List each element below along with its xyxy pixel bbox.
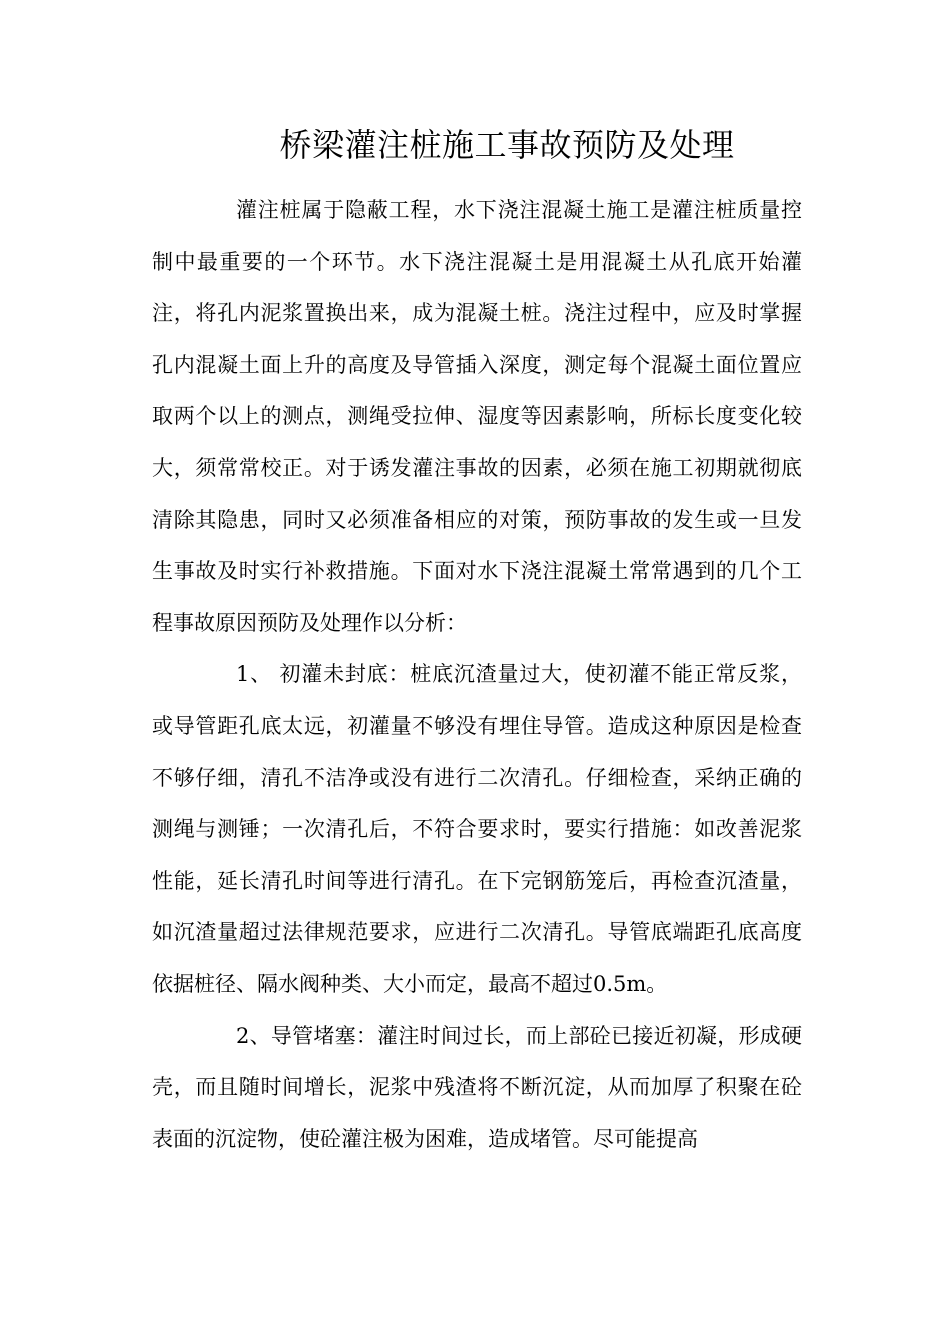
- document-title: 桥梁灌注桩施工事故预防及处理: [279, 126, 735, 164]
- paragraph-intro: 灌注桩属于隐蔽工程，水下浇注混凝土施工是灌注桩质量控制中最重要的一个环节。水下浇注混凝土是用混凝土从孔底开始灌注，将孔内泥浆置换出来，成为混凝土桩。浇注过程中，应及时掌握孔内混凝土面上升的高度及导管插入深度，测定每个混凝土面位置应取两个以上的测点，测绳受拉伸、湿度等因素影响，所标长度变化较大，须常常校正。对于诱发灌注事故的因素，必须在施工初期就彻底清除其隐患，同时又必须准备相应的对策，预防事故的发生或一旦发生事故及时实行补救措施。下面对水下浇注混凝土常常遇到的几个工程事故原因预防及处理作以分析：: [152, 198, 802, 635]
- paragraph-item-2: 2、导管堵塞：灌注时间过长，而上部砼已接近初凝，形成硬壳，而且随时间增长，泥浆中残渣将不断沉淀，从而加厚了积聚在砼表面的沉淀物，使砼灌注极为困难，造成堵管。尽可能提高: [152, 1023, 802, 1151]
- paragraph-item-1: 1、 初灌未封底：桩底沉渣量过大，使初灌不能正常反浆，或导管距孔底太远，初灌量不够没有埋住导管。造成这种原因是检查不够仔细，清孔不洁净或没有进行二次清孔。仔细检查，采纳正确的测绳与测锤；一次清孔后，不符合要求时，要实行措施：如改善泥浆性能，延长清孔时间等进行清孔。在下完钢筋笼后，再检查沉渣量，如沉渣量超过法律规范要求，应进行二次清孔。导管底端距孔底高度依据桩径、隔水阀种类、大小而定，最高不超过0.5m。: [152, 662, 802, 996]
- document-body: [152, 185, 802, 1165]
